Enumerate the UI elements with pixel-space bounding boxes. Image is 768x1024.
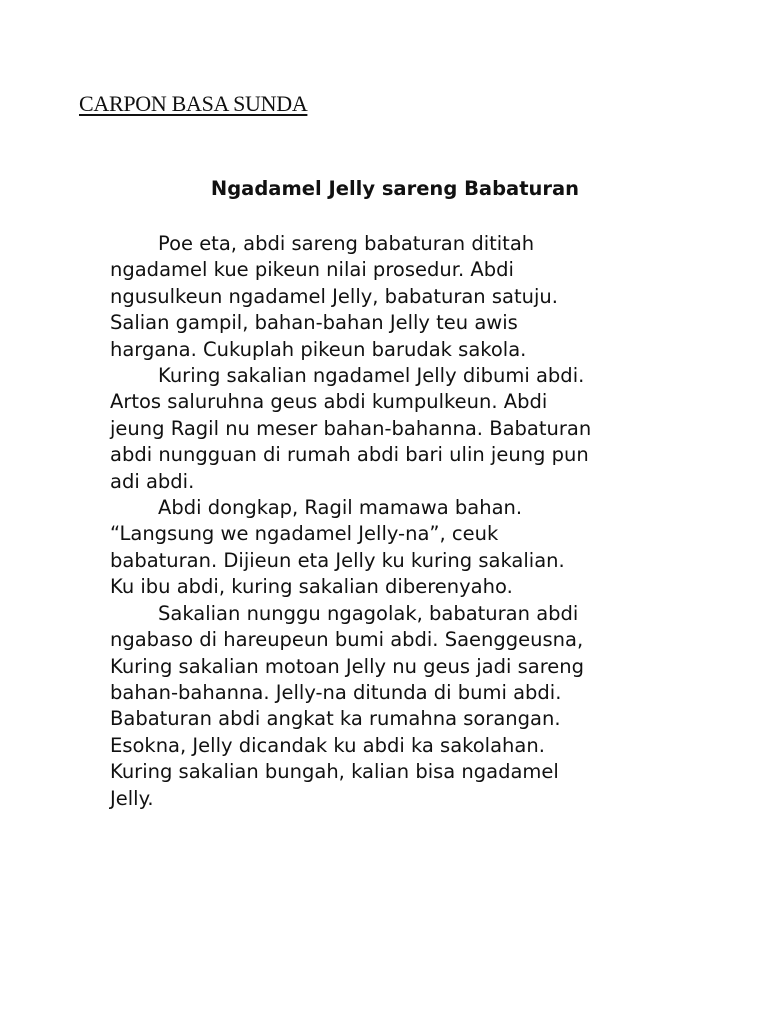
story-line: abdi nungguan di rumah abdi bari ulin jeung pun — [110, 443, 589, 467]
story-line: ngadamel kue pikeun nilai prosedur. Abdi — [110, 258, 514, 282]
story-line: adi abdi. — [110, 469, 195, 493]
story-title: Ngadamel Jelly sareng Babaturan — [210, 177, 580, 200]
story-line: Kuring sakalian motoan Jelly nu geus jadi sareng — [110, 654, 585, 678]
story-line: Sakalian nunggu ngagolak, babaturan abdi — [158, 601, 579, 625]
story-line: ngusulkeun ngadamel Jelly, babaturan satuju. — [110, 284, 558, 308]
story-line: “Langsung we ngadamel Jelly-na”, ceuk — [110, 522, 499, 546]
story-line: Kuring sakalian ngadamel Jelly dibumi abdi. — [158, 364, 585, 388]
story-line: Salian gampil, bahan-bahan Jelly teu awis — [110, 311, 518, 335]
story-line: Babaturan abdi angkat ka rumahna sorangan. — [110, 707, 561, 731]
story-line: bahan-bahanna. Jelly-na ditunda di bumi abdi. — [110, 680, 562, 704]
story-line: Artos saluruhna geus abdi kumpulkeun. Abdi — [110, 390, 548, 414]
document-heading: CARPON BASA SUNDA — [79, 91, 308, 116]
story-line: Jelly. — [110, 786, 154, 810]
story-line: babaturan. Dijieun eta Jelly ku kuring sakalian. — [110, 548, 565, 572]
story-line: Esokna, Jelly dicandak ku abdi ka sakolahan. — [110, 733, 545, 757]
story-line: Poe eta, abdi sareng babaturan dititah — [158, 232, 535, 255]
story-line: hargana. Cukuplah pikeun barudak sakola. — [110, 337, 527, 361]
story-body — [110, 231, 591, 812]
story-line: Kuring sakalian bungah, kalian bisa ngadamel — [110, 760, 559, 784]
story-line: ngabaso di hareupeun bumi abdi. Saenggeusna, — [110, 628, 584, 652]
story-line: jeung Ragil nu meser bahan-bahanna. Babaturan — [110, 416, 592, 440]
story-line: Abdi dongkap, Ragil mamawa bahan. — [158, 496, 523, 520]
story-line: Ku ibu abdi, kuring sakalian diberenyaho. — [110, 575, 513, 599]
